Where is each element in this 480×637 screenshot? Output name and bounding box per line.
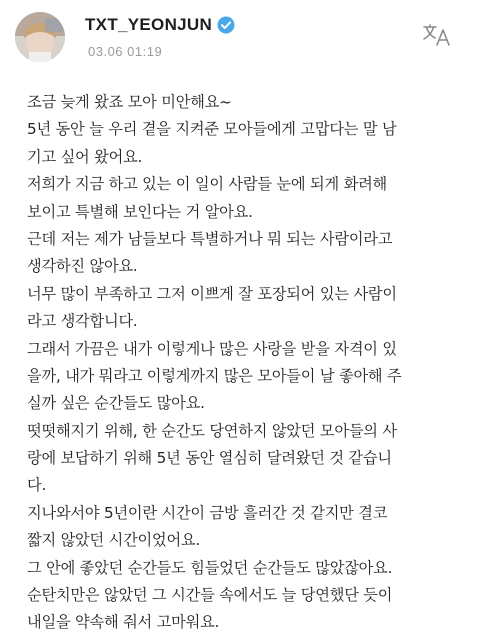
translate-icon xyxy=(422,22,452,48)
verified-badge-icon xyxy=(217,16,235,34)
post-line: 그래서 가끔은 내가 이렇게나 많은 사랑을 받을 자격이 있 xyxy=(27,339,397,358)
post-header xyxy=(0,0,480,80)
post-line: 을까, 내가 뭐라고 이렇게까지 많은 모아들이 날 좋아해 주 xyxy=(27,366,402,385)
avatar-image xyxy=(15,12,65,62)
post-line: 근데 저는 제가 남들보다 특별하거나 뭐 되는 사람이라고 xyxy=(27,229,393,248)
post-line: 지나와서야 5년이란 시간이 금방 흘러간 것 같지만 결코 xyxy=(27,503,388,522)
author-name[interactable]: TXT_YEONJUN xyxy=(85,15,213,34)
post-line: 짧지 않았던 시간이었어요. xyxy=(27,531,201,550)
post-line: 조금 늦게 왔죠 모아 미안해요~ xyxy=(27,93,232,111)
post-line: 순탄치만은 않았던 그 시간들 속에서도 늘 당연했단 듯이 xyxy=(27,586,393,605)
post-timestamp: 03.06 01:19 xyxy=(88,44,163,59)
post-line: 내일을 약속해 줘서 고마워요. xyxy=(27,613,220,632)
post-line: 실까 싶은 순간들도 많아요. xyxy=(27,394,205,413)
post-line: 저희가 지금 하고 있는 이 일이 사람들 눈에 되게 화려해 xyxy=(27,175,388,194)
post-line: 5년 동안 늘 우리 곁을 지켜준 모아들에게 고맙다는 말 남 xyxy=(27,120,397,139)
translate-button[interactable] xyxy=(422,22,452,48)
avatar[interactable] xyxy=(15,12,65,62)
post-line: 다. xyxy=(27,476,47,495)
post-line: 그 안에 좋았던 순간들도 힘들었던 순간들도 많았잖아요. xyxy=(27,558,393,577)
post-line: 랑에 보답하기 위해 5년 동안 열심히 달려왔던 것 같습니 xyxy=(27,449,392,468)
author-name-row xyxy=(85,14,235,36)
post-line: 떳떳해지기 위해, 한 순간도 당연하지 않았던 모아들의 사 xyxy=(27,421,397,440)
post-line: 라고 생각합니다. xyxy=(27,312,138,331)
post-line: 보이고 특별해 보인다는 거 알아요. xyxy=(27,202,253,221)
post-line: 생각하진 않아요. xyxy=(27,257,138,276)
post-line: 기고 싶어 왔어요. xyxy=(27,147,143,166)
post-line: 너무 많이 부족하고 그저 이쁘게 잘 포장되어 있는 사람이 xyxy=(27,284,397,303)
post-body xyxy=(27,89,467,637)
